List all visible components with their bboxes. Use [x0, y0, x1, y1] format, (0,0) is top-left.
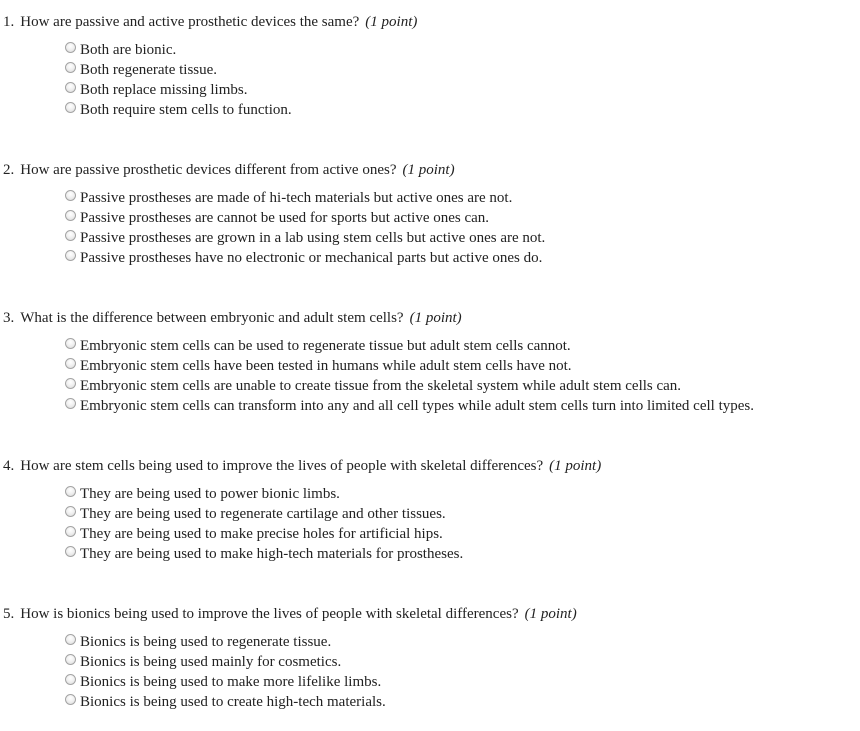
- radio-button-icon[interactable]: [65, 190, 76, 201]
- question-number: 3.: [3, 310, 15, 326]
- question-3-prompt: [3, 309, 462, 327]
- answer-label: They are being used to make precise holes for artificial hips.: [80, 526, 443, 542]
- answer-label: Passive prostheses are cannot be used for sports but active ones can.: [80, 210, 490, 226]
- answer-option[interactable]: [65, 208, 545, 228]
- question-number: 2.: [3, 162, 15, 178]
- answer-option[interactable]: [65, 40, 292, 60]
- question-points: (1 point): [524, 606, 577, 622]
- answer-option[interactable]: [65, 652, 386, 672]
- answer-label: Passive prostheses are grown in a lab using stem cells but active ones are not.: [80, 230, 546, 246]
- answer-label: Both are bionic.: [80, 42, 177, 58]
- question-points: (1 point): [365, 14, 418, 30]
- answer-option[interactable]: [65, 692, 386, 712]
- answer-option[interactable]: [65, 60, 292, 80]
- question-1-prompt: [3, 13, 417, 31]
- question-4-options: [65, 484, 463, 564]
- question-5-prompt: [3, 605, 577, 623]
- answer-option[interactable]: [65, 376, 754, 396]
- answer-option[interactable]: [65, 248, 545, 268]
- answer-label: Passive prostheses have no electronic or mechanical parts but active ones do.: [80, 250, 543, 266]
- answer-option[interactable]: [65, 188, 545, 208]
- answer-option[interactable]: [65, 632, 386, 652]
- answer-label: Bionics is being used to create high-tech materials.: [80, 694, 386, 710]
- radio-button-icon[interactable]: [65, 42, 76, 53]
- question-3-options: [65, 336, 754, 416]
- answer-label: Embryonic stem cells can be used to regenerate tissue but adult stem cells cannot.: [80, 338, 571, 354]
- radio-button-icon[interactable]: [65, 230, 76, 241]
- question-text: How are passive and active prosthetic devices the same?: [20, 14, 360, 30]
- answer-label: Bionics is being used to make more lifelike limbs.: [80, 674, 382, 690]
- answer-option[interactable]: [65, 80, 292, 100]
- question-1-options: [65, 40, 292, 120]
- question-points: (1 point): [549, 458, 602, 474]
- answer-option[interactable]: [65, 524, 463, 544]
- question-points: (1 point): [409, 310, 462, 326]
- answer-label: Embryonic stem cells can transform into any and all cell types while adult stem cells turn into limited cell types.: [80, 398, 754, 414]
- radio-button-icon[interactable]: [65, 250, 76, 261]
- radio-button-icon[interactable]: [65, 674, 76, 685]
- answer-label: Embryonic stem cells have been tested in humans while adult stem cells have not.: [80, 358, 572, 374]
- question-2-prompt: [3, 161, 455, 179]
- question-5-options: [65, 632, 386, 712]
- radio-button-icon[interactable]: [65, 62, 76, 73]
- answer-option[interactable]: [65, 356, 754, 376]
- answer-label: Passive prostheses are made of hi-tech materials but active ones are not.: [80, 190, 513, 206]
- answer-label: Both regenerate tissue.: [80, 62, 218, 78]
- radio-button-icon[interactable]: [65, 102, 76, 113]
- radio-button-icon[interactable]: [65, 634, 76, 645]
- radio-button-icon[interactable]: [65, 338, 76, 349]
- answer-label: Bionics is being used mainly for cosmetics.: [80, 654, 342, 670]
- answer-label: They are being used to make high-tech materials for prostheses.: [80, 546, 464, 562]
- question-number: 1.: [3, 14, 15, 30]
- answer-option[interactable]: [65, 100, 292, 120]
- radio-button-icon[interactable]: [65, 210, 76, 221]
- question-points: (1 point): [402, 162, 455, 178]
- answer-label: Embryonic stem cells are unable to create tissue from the skeletal system while adult stem cells can.: [80, 378, 682, 394]
- question-number: 4.: [3, 458, 15, 474]
- answer-option[interactable]: [65, 396, 754, 416]
- radio-button-icon[interactable]: [65, 398, 76, 409]
- question-number: 5.: [3, 606, 15, 622]
- question-text: How are passive prosthetic devices different from active ones?: [20, 162, 397, 178]
- radio-button-icon[interactable]: [65, 486, 76, 497]
- radio-button-icon[interactable]: [65, 82, 76, 93]
- answer-label: Both require stem cells to function.: [80, 102, 292, 118]
- radio-button-icon[interactable]: [65, 358, 76, 369]
- radio-button-icon[interactable]: [65, 378, 76, 389]
- answer-option[interactable]: [65, 544, 463, 564]
- question-text: What is the difference between embryonic and adult stem cells?: [20, 310, 404, 326]
- question-4-prompt: [3, 457, 601, 475]
- answer-label: They are being used to power bionic limbs.: [80, 486, 340, 502]
- question-text: How is bionics being used to improve the lives of people with skeletal differences?: [20, 606, 519, 622]
- answer-label: They are being used to regenerate cartilage and other tissues.: [80, 506, 446, 522]
- answer-option[interactable]: [65, 504, 463, 524]
- answer-option[interactable]: [65, 336, 754, 356]
- radio-button-icon[interactable]: [65, 654, 76, 665]
- answer-label: Bionics is being used to regenerate tissue.: [80, 634, 332, 650]
- answer-label: Both replace missing limbs.: [80, 82, 248, 98]
- radio-button-icon[interactable]: [65, 506, 76, 517]
- radio-button-icon[interactable]: [65, 526, 76, 537]
- answer-option[interactable]: [65, 228, 545, 248]
- question-text: How are stem cells being used to improve the lives of people with skeletal differences?: [20, 458, 544, 474]
- radio-button-icon[interactable]: [65, 546, 76, 557]
- question-2-options: [65, 188, 545, 268]
- radio-button-icon[interactable]: [65, 694, 76, 705]
- answer-option[interactable]: [65, 672, 386, 692]
- answer-option[interactable]: [65, 484, 463, 504]
